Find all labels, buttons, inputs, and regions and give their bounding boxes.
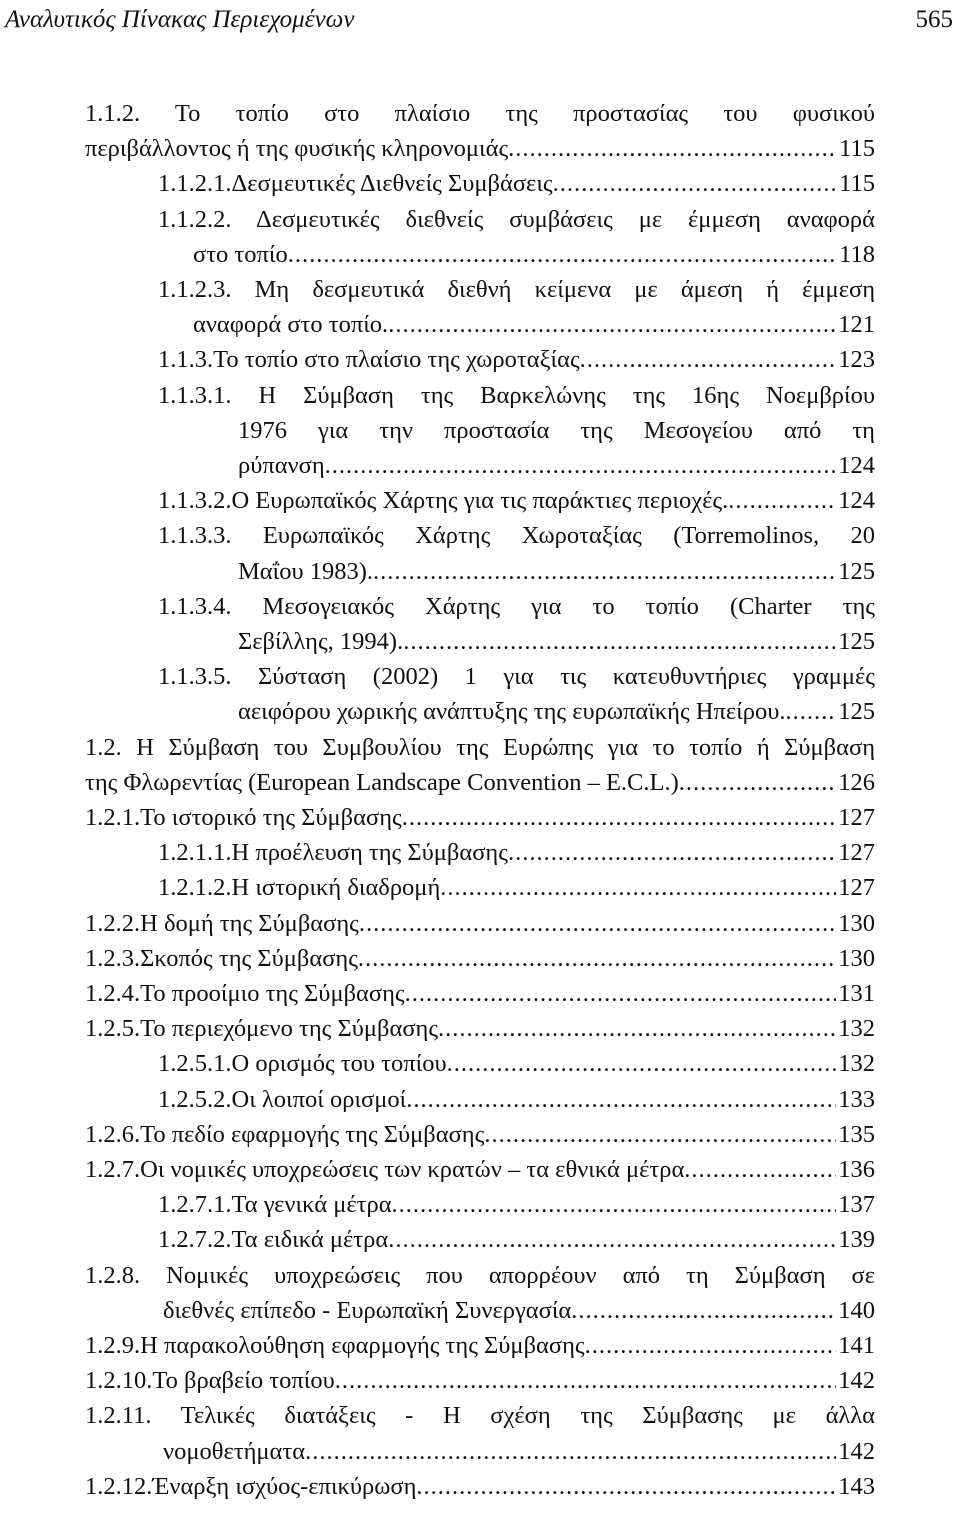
toc-entry[interactable] (85, 1011, 875, 1046)
toc-entry-number: 1.1.2. (85, 100, 141, 127)
toc-entry-page: 137 (838, 1191, 875, 1219)
toc-entry-number: 1.2.5.1. (158, 1050, 232, 1078)
toc-entry-title: Η δομή της Σύμβασης (140, 909, 359, 937)
toc-entry-title: Το προοίμιο της Σύμβασης (140, 980, 405, 1007)
toc-entry-last-line (158, 1187, 875, 1222)
toc-entry-title: Ευρωπαϊκός Χάρτης Χωροταξίας (Torremolinos, 20 (262, 522, 875, 550)
toc-entry-page: 124 (838, 451, 875, 479)
toc-entry[interactable] (158, 1082, 875, 1117)
toc-entry-number: 1.2.1.2. (158, 874, 232, 902)
toc-entry-last-line (158, 166, 875, 201)
toc-entry-line (158, 518, 875, 553)
toc-entry-line (85, 1258, 875, 1293)
toc-entry-page: 131 (838, 980, 875, 1007)
toc-entry[interactable] (85, 730, 875, 800)
toc-entry-number: 1.2.5. (85, 1015, 141, 1043)
toc-entry-title: Η παρακολούθηση εφαρμογής της Σύμβασης (140, 1332, 585, 1359)
dot-leader (585, 1328, 837, 1363)
toc-entry[interactable] (85, 1152, 875, 1187)
dot-leader (358, 941, 836, 976)
toc-entry-title: Η Σύμβαση του Συμβουλίου της Ευρώπης για το τοπίο ή Σύμβαση (136, 733, 875, 761)
toc-entry-number: 1.2.6. (85, 1120, 141, 1148)
toc-entry-line (158, 378, 875, 413)
toc-entry-page: 118 (839, 240, 875, 268)
toc-entry-line (238, 413, 875, 448)
toc-entry[interactable] (85, 1363, 875, 1398)
toc-entry-number: 1.1.3.2. (158, 487, 232, 515)
toc-entry-last-line (85, 131, 875, 166)
toc-entry[interactable] (158, 272, 875, 342)
toc-entry-line (158, 202, 875, 237)
toc-entry[interactable] (85, 800, 875, 835)
dot-leader (406, 1082, 836, 1117)
toc-entry-page: 139 (838, 1226, 875, 1254)
toc-entry-number: 1.2.7.1. (158, 1191, 232, 1219)
toc-entry-page: 132 (838, 1050, 875, 1078)
toc-entry-last-line (158, 1222, 875, 1257)
toc-entry-number: 1.2.1.1. (158, 839, 232, 867)
toc-entry[interactable] (158, 589, 875, 659)
toc-entry-last-line (158, 483, 875, 518)
toc-entry[interactable] (158, 659, 875, 729)
toc-entry-page: 130 (838, 909, 875, 937)
toc-entry[interactable] (158, 1187, 875, 1222)
dot-leader (728, 483, 836, 518)
toc-entry-last-line (158, 342, 875, 377)
toc-entry[interactable] (85, 941, 875, 976)
toc-entry-last-line (85, 941, 875, 976)
toc-entry-title: αειφόρου χωρικής ανάπτυξης της ευρωπαϊκής Ηπείρου. (238, 698, 786, 726)
toc-entry[interactable] (158, 870, 875, 905)
toc-entry-page: 124 (838, 487, 875, 515)
dot-leader (325, 448, 837, 483)
dot-leader (402, 800, 837, 835)
toc-entry-title: Ο ορισμός του τοπίου (231, 1050, 447, 1078)
toc-entry-title: Η ιστορική διαδρομή (231, 874, 441, 902)
toc-entry-line (85, 730, 875, 765)
header-page-number: 565 (915, 6, 953, 33)
toc-entry-page: 127 (838, 804, 875, 831)
toc-entry-last-line (193, 237, 875, 272)
toc-entry-number: 1.2.1. (85, 804, 141, 831)
dot-leader (571, 1293, 836, 1328)
toc-entry[interactable] (85, 1328, 875, 1363)
toc-entry[interactable] (85, 906, 875, 941)
toc-entry-line (85, 96, 875, 131)
toc-entry-title: Ο Ευρωπαϊκός Χάρτης για τις παράκτιες περιοχές. (231, 487, 729, 515)
toc-entry-title: Η Σύμβαση της Βαρκελώνης της 16ης Νοεμβρίου (258, 381, 875, 409)
toc-entry-last-line (85, 976, 875, 1011)
dot-leader (684, 1152, 836, 1187)
toc-entry-title: Σκοπός της Σύμβασης (140, 944, 358, 972)
dot-leader (373, 554, 836, 589)
toc-entry-title: Τελικές διατάξεις - Η σχέση της Σύμβασης με άλλα (180, 1402, 875, 1430)
running-header (0, 2, 953, 40)
toc-entry-title: Μη δεσμευτικά διεθνή κείμενα με άμεση ή έμμεση (254, 276, 875, 303)
toc-entry-number: 1.2.11. (85, 1402, 152, 1430)
toc-entry-number: 1.2.4. (85, 980, 141, 1007)
toc-entry-title: Έναρξη ισχύος-επικύρωση (152, 1472, 417, 1500)
toc-entry[interactable] (158, 835, 875, 870)
toc-entry-last-line (238, 448, 875, 483)
toc-entry-number: 1.1.2.1. (158, 170, 232, 198)
toc-entry-last-line (85, 765, 875, 800)
toc-entry-title: Σύσταση (2002) 1 για τις κατευθυντήριες γραμμές (258, 663, 875, 691)
toc-entry-number: 1.1.3. (158, 346, 214, 374)
toc-entry-last-line (85, 800, 875, 835)
dot-leader (508, 835, 836, 870)
toc-entry-number: 1.2.12. (85, 1472, 153, 1500)
toc-entry-title: Νομικές υποχρεώσεις που απορρέουν από τη Σύμβαση σε (166, 1261, 875, 1289)
toc-entry-number: 1.2.5.2. (158, 1085, 232, 1113)
toc-entry-last-line (163, 1293, 875, 1328)
toc-entry-last-line (163, 1434, 875, 1469)
toc-entry-number: 1.2.8. (85, 1261, 141, 1289)
toc-entry-title: Το περιεχόμενο της Σύμβασης (140, 1015, 439, 1043)
dot-leader (508, 131, 837, 166)
dot-leader (785, 694, 836, 729)
toc-entry-title: Μαΐου 1983). (238, 557, 374, 585)
toc-entry-last-line (85, 906, 875, 941)
dot-leader (335, 1363, 837, 1398)
toc-entry-title: Οι νομικές υποχρεώσεις των κρατών – τα εθνικά μέτρα (140, 1156, 685, 1183)
toc-entry[interactable] (158, 166, 875, 201)
toc-entry-last-line (85, 1152, 875, 1187)
toc-entry-page: 141 (838, 1332, 875, 1359)
toc-entry-page: 142 (838, 1367, 875, 1395)
toc-entry-page: 130 (838, 944, 875, 972)
toc-entry-line (158, 659, 875, 694)
toc-entry-title: Η προέλευση της Σύμβασης (231, 839, 508, 867)
toc-entry[interactable] (85, 1469, 875, 1504)
toc-entry-number: 1.2.7. (85, 1156, 141, 1183)
toc-entry-page: 126 (838, 768, 875, 796)
toc-entry-page: 115 (839, 170, 875, 198)
toc-entry[interactable] (85, 96, 875, 166)
toc-entry-title: Το τοπίο στο πλαίσιο της χωροταξίας (213, 346, 580, 374)
dot-leader (580, 342, 837, 377)
toc-entry-title: Τα γενικά μέτρα (231, 1191, 392, 1219)
dot-leader (288, 237, 837, 272)
toc-entry-number: 1.1.3.1. (158, 381, 232, 409)
toc-entry-title: της Φλωρεντίας (European Landscape Convention – E.C.L.) (85, 768, 679, 796)
toc-entry[interactable] (85, 976, 875, 1011)
toc-entry[interactable] (85, 1258, 875, 1328)
toc-entry-page: 121 (838, 311, 875, 339)
toc-entry-last-line (85, 1469, 875, 1504)
toc-entry-page: 125 (838, 698, 875, 726)
toc-entry-title: διεθνές επίπεδο - Ευρωπαϊκή Συνεργασία (163, 1296, 572, 1324)
toc-entry-page: 127 (838, 874, 875, 902)
toc-entry-number: 1.1.3.5. (158, 663, 232, 691)
toc-entry-number: 1.2.10. (85, 1367, 153, 1395)
toc-entry-page: 125 (838, 557, 875, 585)
toc-entry-page: 133 (838, 1085, 875, 1113)
toc-entry-page: 140 (838, 1296, 875, 1324)
toc-entry-last-line (85, 1117, 875, 1152)
toc-entry[interactable] (85, 1398, 875, 1468)
toc-entry-title: περιβάλλοντος ή της φυσικής κληρονομιάς (85, 135, 509, 163)
dot-leader (416, 1469, 836, 1504)
toc-entry-last-line (193, 307, 875, 342)
toc-entry-number: 1.1.2.2. (158, 205, 232, 233)
toc-entry-last-line (238, 554, 875, 589)
dot-leader (484, 1117, 836, 1152)
toc-entry-title: Τα ειδικά μέτρα (231, 1226, 389, 1254)
toc-entry-number: 1.2.9. (85, 1332, 141, 1359)
toc-entry[interactable] (158, 1046, 875, 1081)
dot-leader (388, 1222, 836, 1257)
toc-entry-page: 136 (838, 1156, 875, 1183)
toc-entry-page: 123 (838, 346, 875, 374)
toc-entry-last-line (158, 870, 875, 905)
toc-entry[interactable] (158, 202, 875, 272)
toc-entry-number: 1.2.3. (85, 944, 141, 972)
toc-entry-title: νομοθετήματα (163, 1437, 306, 1465)
toc-entry-line (158, 272, 875, 307)
toc-entry-title: Σεβίλλης, 1994). (238, 627, 404, 655)
toc-entry[interactable] (158, 378, 875, 484)
toc-entry-page: 115 (839, 135, 875, 163)
toc-entry-line (85, 1398, 875, 1433)
dot-leader (388, 307, 836, 342)
dot-leader (405, 976, 837, 1011)
toc-entry[interactable] (158, 1222, 875, 1257)
dot-leader (440, 870, 836, 905)
toc-entry-title: Το βραβείο τοπίου (152, 1367, 335, 1395)
dot-leader (392, 1187, 837, 1222)
toc-entry-page: 125 (838, 627, 875, 655)
dot-leader (679, 765, 836, 800)
toc-entry-title: Το πεδίο εφαρμογής της Σύμβασης (140, 1120, 485, 1148)
dot-leader (553, 166, 838, 201)
toc-entry-title: 1976 για την προστασία της Μεσογείου από τη (238, 416, 875, 444)
toc-entry-page: 127 (838, 839, 875, 867)
toc-entry-title: στο τοπίο (193, 240, 288, 268)
toc-entry-number: 1.2.7.2. (158, 1226, 232, 1254)
dot-leader (403, 624, 836, 659)
toc-entry-last-line (85, 1328, 875, 1363)
toc-entry-number: 1.1.3.4. (158, 592, 232, 620)
toc-entry[interactable] (158, 342, 875, 377)
toc-entry-last-line (158, 835, 875, 870)
toc-entry[interactable] (85, 1117, 875, 1152)
toc-entry-title: αναφορά στο τοπίο. (193, 311, 389, 339)
toc-entry-page: 135 (838, 1120, 875, 1148)
toc-entry-last-line (238, 624, 875, 659)
toc-entry-last-line (158, 1046, 875, 1081)
toc-entry-number: 1.2.2. (85, 909, 141, 937)
toc-entry-page: 142 (838, 1437, 875, 1465)
toc-entry-last-line (85, 1363, 875, 1398)
toc-entry-number: 1.1.2.3. (158, 276, 232, 303)
toc-entry-page: 132 (838, 1015, 875, 1043)
toc-entry-title: Οι λοιποί ορισμοί (231, 1085, 407, 1113)
toc-entry-last-line (238, 694, 875, 729)
dot-leader (447, 1046, 837, 1081)
dot-leader (438, 1011, 836, 1046)
toc-entry-line (158, 589, 875, 624)
toc-entry-title: Το ιστορικό της Σύμβασης (140, 804, 402, 831)
toc-entry-last-line (158, 1082, 875, 1117)
toc-entry[interactable] (158, 483, 875, 518)
toc-entry-title: Δεσμευτικές διεθνείς συμβάσεις με έμμεση αναφορά (256, 205, 875, 233)
toc-entry[interactable] (158, 518, 875, 588)
dot-leader (305, 1434, 836, 1469)
toc-entry-title: ρύπανση (238, 451, 325, 479)
toc-entry-title: Μεσογειακός Χάρτης για το τοπίο (Charter της (262, 592, 875, 620)
toc-entry-page: 143 (838, 1472, 875, 1500)
toc-entry-number: 1.2. (85, 733, 122, 761)
toc-entry-title: Το τοπίο στο πλαίσιο της προστασίας του φυσικού (174, 100, 875, 127)
toc-entry-last-line (85, 1011, 875, 1046)
dot-leader (359, 906, 836, 941)
toc-entry-number: 1.1.3.3. (158, 522, 232, 550)
header-title: Αναλυτικός Πίνακας Περιεχομένων (5, 6, 355, 33)
toc-entry-title: Δεσμευτικές Διεθνείς Συμβάσεις (231, 170, 553, 198)
